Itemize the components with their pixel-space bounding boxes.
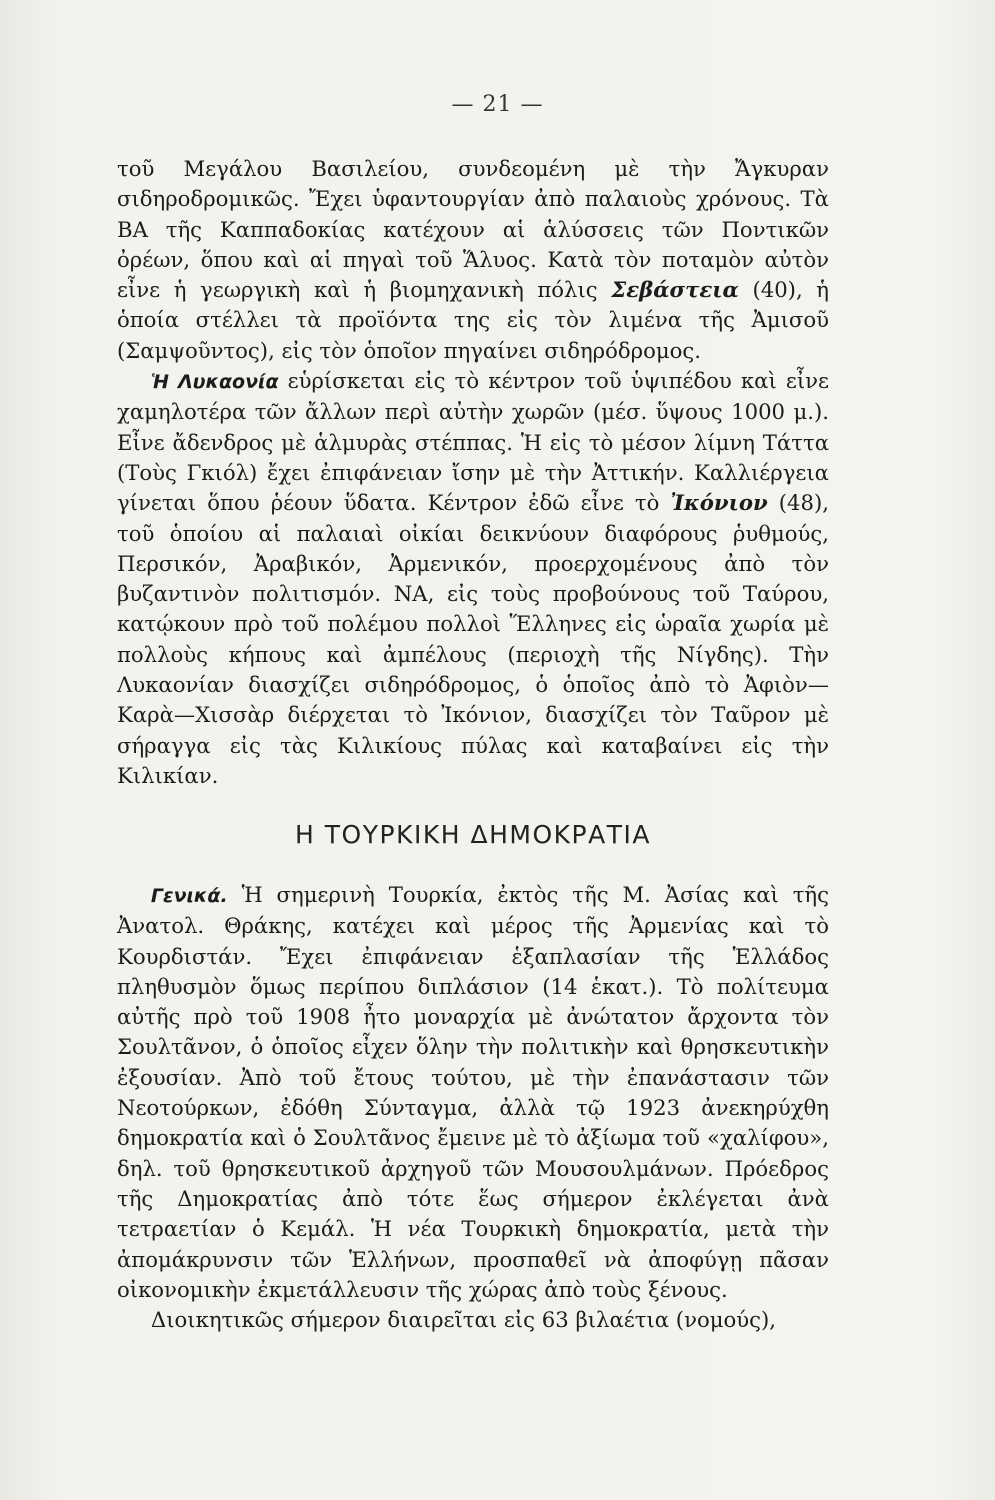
paragraph-lycaonia	[117, 366, 829, 791]
text-block-turkish-republic	[117, 880, 829, 1335]
paragraph-administration: Διοικητικῶς σήμερον διαιρεῖται εἰς 63 βιλαέτια (νομούς),	[150, 1307, 776, 1333]
lead-term-general: Γενικά.	[150, 885, 228, 907]
section-heading: Η ΤΟΥΡΚΙΚΗ ΔΗΜΟΚΡΑΤΙΑ	[295, 820, 651, 849]
paragraph-text: (40), ἡ ὁποία στέλλει τὰ προϊόντα της εἰς τὸν λιμένα τῆς Ἀμισοῦ (Σαμψοῦντος), εἰς τὸν ὁποῖον πηγαίνει σιδηρόδρομος.	[117, 277, 829, 363]
text-block-cappadocia-lycaonia	[117, 154, 829, 791]
paragraph-cappadocia	[117, 154, 829, 366]
place-name-ikonion: Ἰκόνιον	[670, 490, 768, 516]
paragraph-text: τοῦ Μεγάλου Βασιλείου, συνδεομένη μὲ τὴν Ἄγκυραν σιδηροδρομικῶς. Ἔχει ὑφαντουργίαν ἀπὸ παλαιοὺς χρόνους. Τὰ ΒΑ τῆς Καππαδοκίας κατέχουν αἱ ἁλύσσεις τῶν Ποντικῶν ὀρέων, ὅπου καὶ αἱ πηγαὶ τοῦ Ἅλυος. Κατὰ τὸν ποταμὸν αὐτὸν εἶνε ἡ γεωργικὴ καὶ ἡ βιομηχανικὴ πόλις	[117, 156, 829, 303]
paragraph-general	[117, 880, 829, 1305]
lead-term-lycaonia: Ἡ Λυκαονία	[150, 371, 279, 394]
paragraph-text: (48), τοῦ ὁποίου αἱ παλαιαὶ οἰκίαι δεικνύουν διαφόρους ῥυθμούς, Περσικόν, Ἀραβικόν, Ἀρμενικόν, προερχομένους ἀπὸ τὸν βυζαντινὸν πολιτισμόν. ΝΑ, εἰς τοὺς προβούνους τοῦ Ταύρου, κατῴκουν πρὸ τοῦ πολέμου πολλοὶ Ἕλληνες εἰς ὡραῖα χωρία μὲ πολλοὺς κήπους καὶ ἀμπέλους (περιοχὴ τῆς Νίγδης). Τὴν Λυκαονίαν διασχίζει σιδηρόδρομος, ὁ ὁποῖος ἀπὸ τὸ Ἀφιὸν—Καρὰ—Χισσὰρ διέρχεται τὸ Ἰκόνιον, διασχίζει τὸν Ταῦρον μὲ σήραγγα εἰς τὰς Κιλικίους πύλας καὶ καταβαίνει εἰς τὴν Κιλικίαν.	[117, 490, 829, 788]
paragraph-text: εὑρίσκεται εἰς τὸ κέντρον τοῦ ὑψιπέδου καὶ εἶνε χαμηλοτέρα τῶν ἄλλων περὶ αὐτὴν χωρῶν (μέσ. ὕψους 1000 μ.). Εἶνε ἄδενδρος μὲ ἁλμυρὰς στέππας. Ἡ εἰς τὸ μέσον λίμνη Τάττα (Τοὺς Γκιόλ) ἔχει ἐπιφάνειαν ἴσην μὲ τὴν Ἀττικήν. Καλλιέργεια γίνεται ὅπου ῥέουν ὕδατα. Κέντρον ἐδῶ εἶνε τὸ	[117, 368, 829, 516]
page-number: — 21 —	[451, 92, 544, 117]
paragraph-text: Ἡ σημερινὴ Τουρκία, ἐκτὸς τῆς Μ. Ἀσίας καὶ τῆς Ἀνατολ. Θράκης, κατέχει καὶ μέρος τῆς Ἀρμενίας καὶ τὸ Κουρδιστάν. Ἔχει ἐπιφάνειαν ἑξαπλασίαν τῆς Ἑλλάδος πληθυσμὸν ὅμως περίπου διπλάσιον (14 ἑκατ.). Τὸ πολίτευμα αὐτῆς πρὸ τοῦ 1908 ἦτο μοναρχία μὲ ἀνώτατον ἄρχοντα τὸν Σουλτᾶνον, ὁ ὁποῖος εἶχεν ὅλην τὴν πολιτικὴν καὶ θρησκευτικὴν ἐξουσίαν. Ἀπὸ τοῦ ἔτους τούτου, μὲ τὴν ἐπανάστασιν τῶν Νεοτούρκων, ἐδόθη Σύνταγμα, ἀλλὰ τῷ 1923 ἀνεκηρύχθη δημοκρατία καὶ ὁ Σουλτᾶνος ἔμεινε μὲ τὸ ἀξίωμα τοῦ «χαλίφου», δηλ. τοῦ θρησκευτικοῦ ἀρχηγοῦ τῶν Μουσουλμάνων. Πρόεδρος τῆς Δημοκρατίας ἀπὸ τότε ἕως σήμερον ἐκλέγεται ἀνὰ τετραετίαν ὁ Κεμάλ. Ἡ νέα Τουρκικὴ δημοκρατία, μετὰ τὴν ἀπομάκρυνσιν τῶν Ἑλλήνων, προσπαθεῖ νὰ ἀποφύγῃ πᾶσαν οἰκονομικὴν ἐκμετάλλευσιν τῆς χώρας ἀπὸ τοὺς ξένους.	[117, 882, 829, 1302]
place-name-sebasteia: Σεβάστεια	[611, 277, 739, 303]
